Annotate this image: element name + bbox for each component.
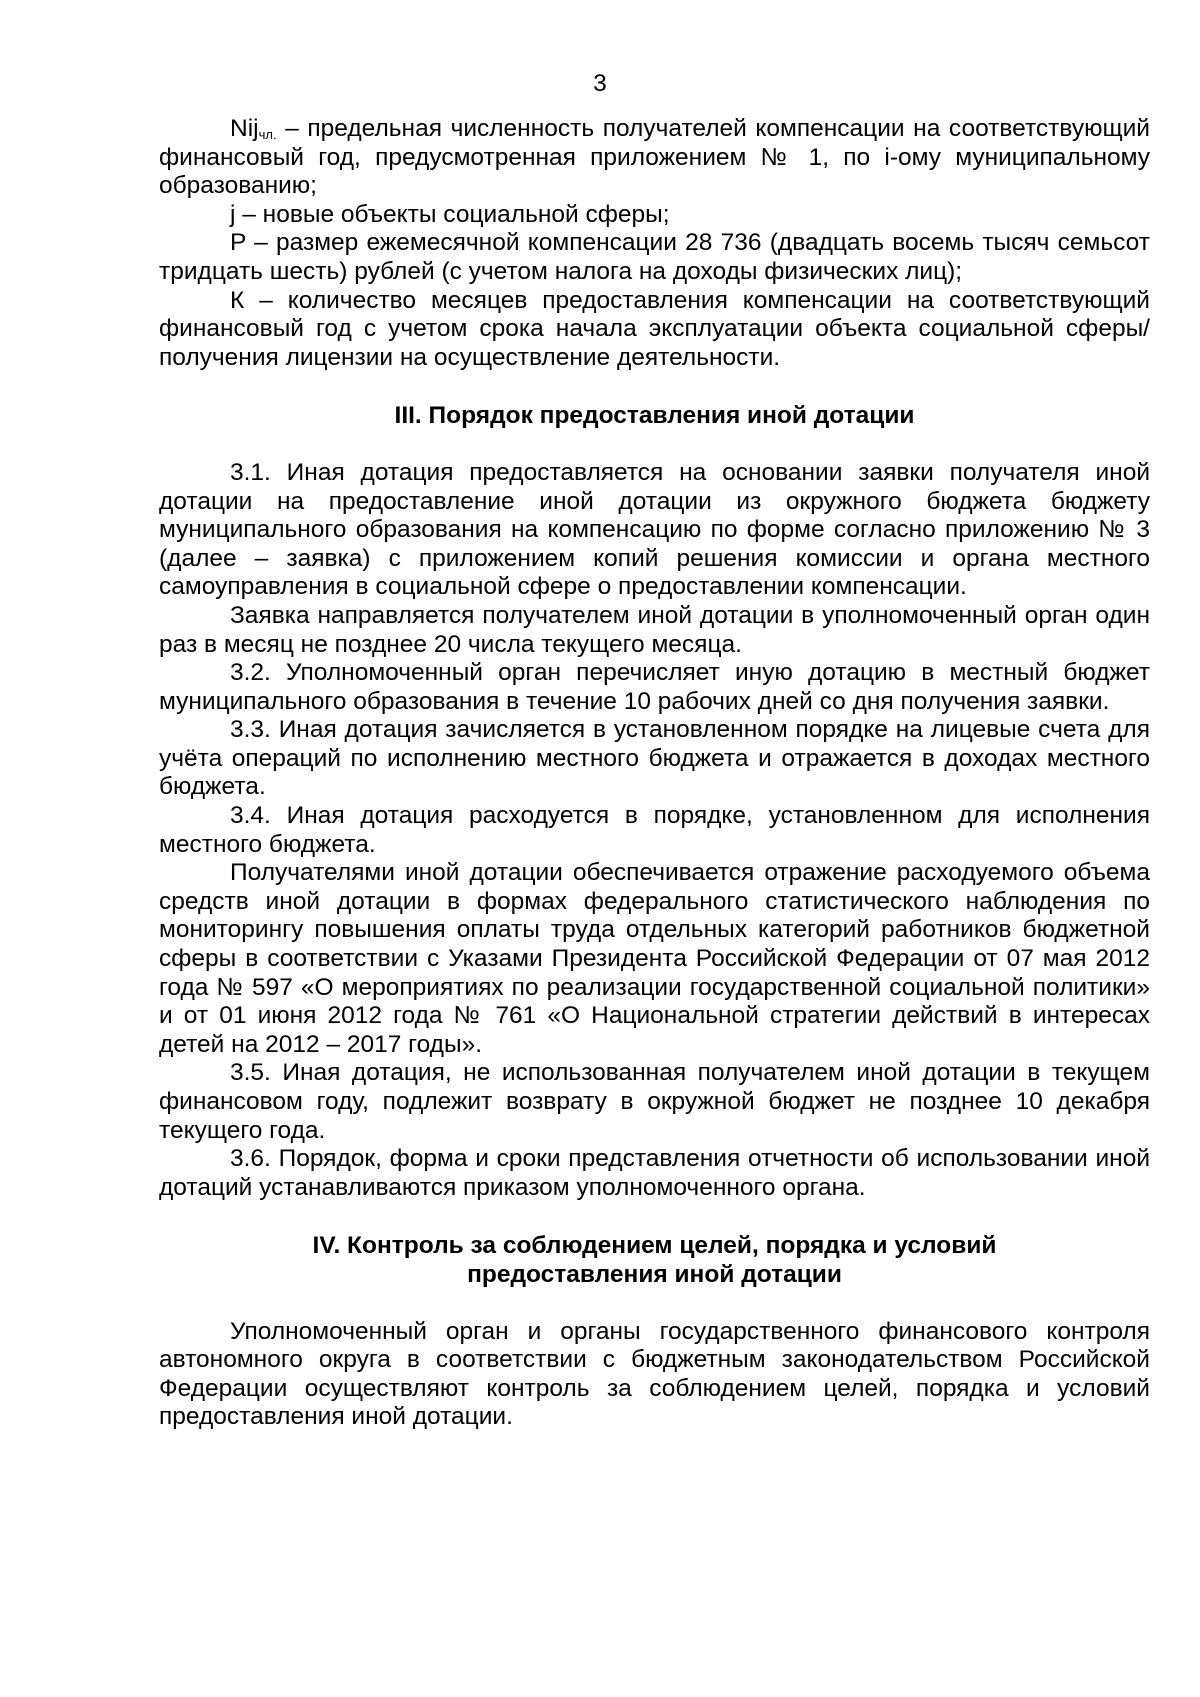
formula-definition-k: К – количество месяцев предоставления компенсации на соответствующий финансовый год с учетом срока начала эксплуатации объекта социальной сферы/получения лицензии на осуществление деятельности. [159, 286, 1150, 371]
document-body [159, 115, 1150, 1432]
section-3-body [159, 459, 1150, 1202]
paragraph-3-1: 3.1. Иная дотация предоставляется на основании заявки получателя иной дотации на предоставление иной дотации из окружного бюджета бюджету муниципального образования на компенсацию по форме согласно приложению № 3 (далее – заявка) с приложением копий решения комиссии и органа местного самоуправления в социальной сфере о предоставлении компенсации. [159, 458, 1150, 601]
formula-definition-n [159, 115, 1150, 201]
paragraph-3-4: 3.4. Иная дотация расходуется в порядке, установленном для исполнения местного бюджета. [159, 802, 1150, 858]
paragraph-4-control: Уполномоченный орган и органы государственного финансового контроля автономного округа в соответствии с бюджетным законодательством Российской Федерации осуществляют контроль за соблюдением целей, порядка и условий предоставления иной дотации. [159, 1317, 1150, 1431]
section-4-heading-line-2: предоставления иной дотации [467, 1260, 842, 1288]
n-definition-text: – предельная численность получателей компенсации на соответствующий финансовый год, предусмотренная приложением № 1, по i-ому муниципальному образованию; [159, 115, 1150, 200]
n-symbol: Nij [230, 115, 259, 142]
paragraph-3-6: 3.6. Порядок, форма и сроки представления отчетности об использовании иной дотаций устанавливаются приказом уполномоченного органа. [159, 1145, 1150, 1201]
n-subscript: чл. [258, 127, 277, 142]
paragraph-3-2: 3.2. Уполномоченный орган перечисляет иную дотацию в местный бюджет муниципального образования в течение 10 рабочих дней со дня получения заявки. [159, 659, 1150, 715]
page-number: 3 [593, 70, 607, 97]
section-4-heading-line-1: IV. Контроль за соблюдением целей, порядка и условий [312, 1232, 997, 1260]
paragraph-3-5: 3.5. Иная дотация, не использованная получателем иной дотации в текущем финансовом году, подлежит возврату в окружной бюджет не позднее 10 декабря текущего года. [159, 1059, 1150, 1144]
section-3-heading: III. Порядок предоставления иной дотации [394, 402, 915, 430]
paragraph-3-1-application: Заявка направляется получателем иной дотации в уполномоченный орган один раз в месяц не позднее 20 числа текущего месяца. [159, 601, 1150, 658]
section-4-heading [159, 1232, 1150, 1289]
formula-definition-p: P – размер ежемесячной компенсации 28 736 (двадцать восемь тысяч семьсот тридцать шесть) рублей (с учетом налога на доходы физических лиц); [159, 229, 1150, 285]
paragraph-3-4-reporting: Получателями иной дотации обеспечивается отражение расходуемого объема средств иной дотации в формах федерального статистического наблюдения по мониторингу повышения оплаты труда отдельных категорий работников бюджетной сферы в соответствии с Указами Президента Российской Федерации от 07 мая 2012 года № 597 «О мероприятиях по реализации государственной социальной политики» и от 01 июня 2012 года № 761 «О Национальной стратегии действий в интересах детей на 2012 – 2017 годы». [159, 859, 1150, 1058]
section-4-body [159, 1318, 1150, 1432]
formula-definition-j: j – новые объекты социальной сферы; [230, 200, 670, 228]
paragraph-3-3: 3.3. Иная дотация зачисляется в установленном порядке на лицевые счета для учёта операций по исполнению местного бюджета и отражается в доходах местного бюджета. [159, 716, 1150, 801]
